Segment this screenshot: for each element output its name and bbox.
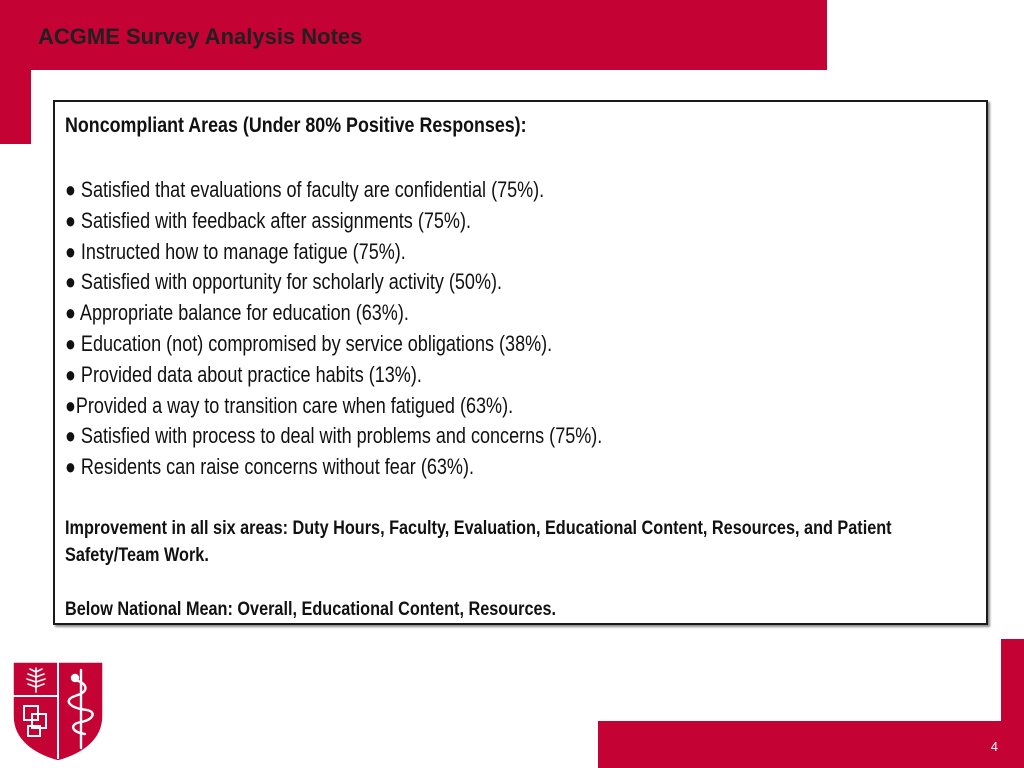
list-item: ● Residents can raise concerns without fear (63%). xyxy=(65,454,474,480)
list-item: ● Satisfied with feedback after assignments (75%). xyxy=(65,207,471,233)
list-item: ● Education (not) compromised by service obligations (38%). xyxy=(65,330,553,356)
improvement-note: Improvement in all six areas: Duty Hours, Faculty, Evaluation, Educational Content, Resources, and Patient Safety/Team Work. xyxy=(65,517,892,566)
page-number: 4 xyxy=(990,739,998,754)
list-item: ● Satisfied with process to deal with problems and concerns (75%). xyxy=(65,423,603,449)
list-item: ● Satisfied with opportunity for scholarly activity (50%). xyxy=(65,269,503,295)
list-item: ● Instructed how to manage fatigue (75%). xyxy=(65,238,406,264)
national-mean-note: Below National Mean: Overall, Educational Content, Resources. xyxy=(65,598,557,620)
list-item: ●Provided a way to transition care when fatigued (63%). xyxy=(65,392,514,418)
noncompliant-heading: Noncompliant Areas (Under 80% Positive Responses): xyxy=(65,114,527,137)
list-item: ● Appropriate balance for education (63%). xyxy=(65,300,409,326)
content-box xyxy=(53,100,988,625)
footer-band xyxy=(598,721,1024,768)
content-body xyxy=(65,113,962,623)
list-item: ● Satisfied that evaluations of faculty are confidential (75%). xyxy=(65,177,545,202)
header-accent-stub xyxy=(0,70,31,144)
footer-accent-stub xyxy=(1001,639,1024,721)
noncompliant-list xyxy=(65,175,962,483)
shield-crest-icon xyxy=(11,658,105,762)
slide-title: ACGME Survey Analysis Notes xyxy=(38,24,363,49)
list-item: ● Provided data about practice habits (13%). xyxy=(65,361,422,387)
